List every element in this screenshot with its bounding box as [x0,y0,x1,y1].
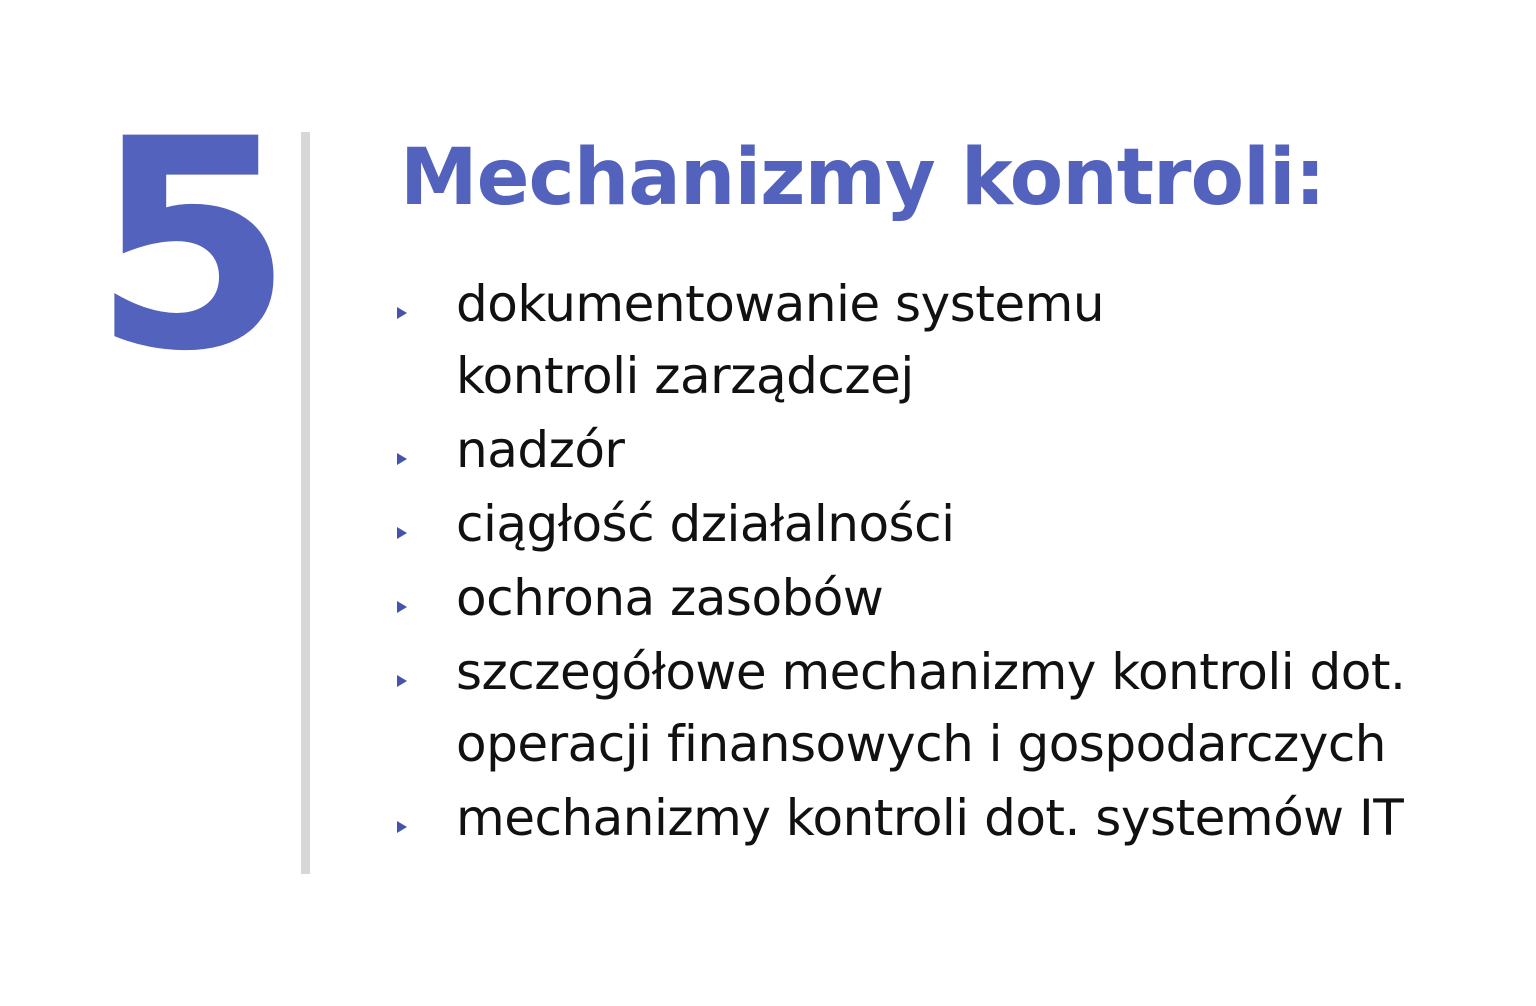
list-item-line: szczegółowe mechanizmy kontroli dot. [456,643,1406,701]
list-item-text [456,636,1405,780]
list-item [392,782,1512,854]
triangle-bullet-icon [397,601,407,613]
list-item [392,414,1512,486]
list-item-text [456,268,1104,412]
list-item-line: kontroli zarządczej [456,347,914,405]
triangle-bullet-icon [397,821,407,833]
triangle-bullet-icon [397,675,407,687]
triangle-bullet-icon [397,527,407,539]
bullet-list [392,268,1512,856]
list-item-line: operacji finansowych i gospodarczych [456,715,1386,773]
list-item-line: nadzór [456,421,625,479]
vertical-divider [301,132,310,874]
section-number: 5 [92,78,294,415]
list-item-text [456,562,883,634]
list-item [392,562,1512,634]
list-item-line: mechanizmy kontroli dot. systemów IT [456,789,1404,847]
list-item-line: ciągłość działalności [456,495,955,553]
list-item-text [456,414,624,486]
slide-title: Mechanizmy kontroli: [400,133,1325,223]
list-item-line: ochrona zasobów [456,569,884,627]
list-item [392,488,1512,560]
triangle-bullet-icon [397,453,407,465]
list-item [392,636,1512,780]
list-item-text [456,488,954,560]
list-item-line: dokumentowanie systemu [456,275,1105,333]
list-item-text [456,782,1403,854]
list-item [392,268,1512,412]
triangle-bullet-icon [397,307,407,319]
